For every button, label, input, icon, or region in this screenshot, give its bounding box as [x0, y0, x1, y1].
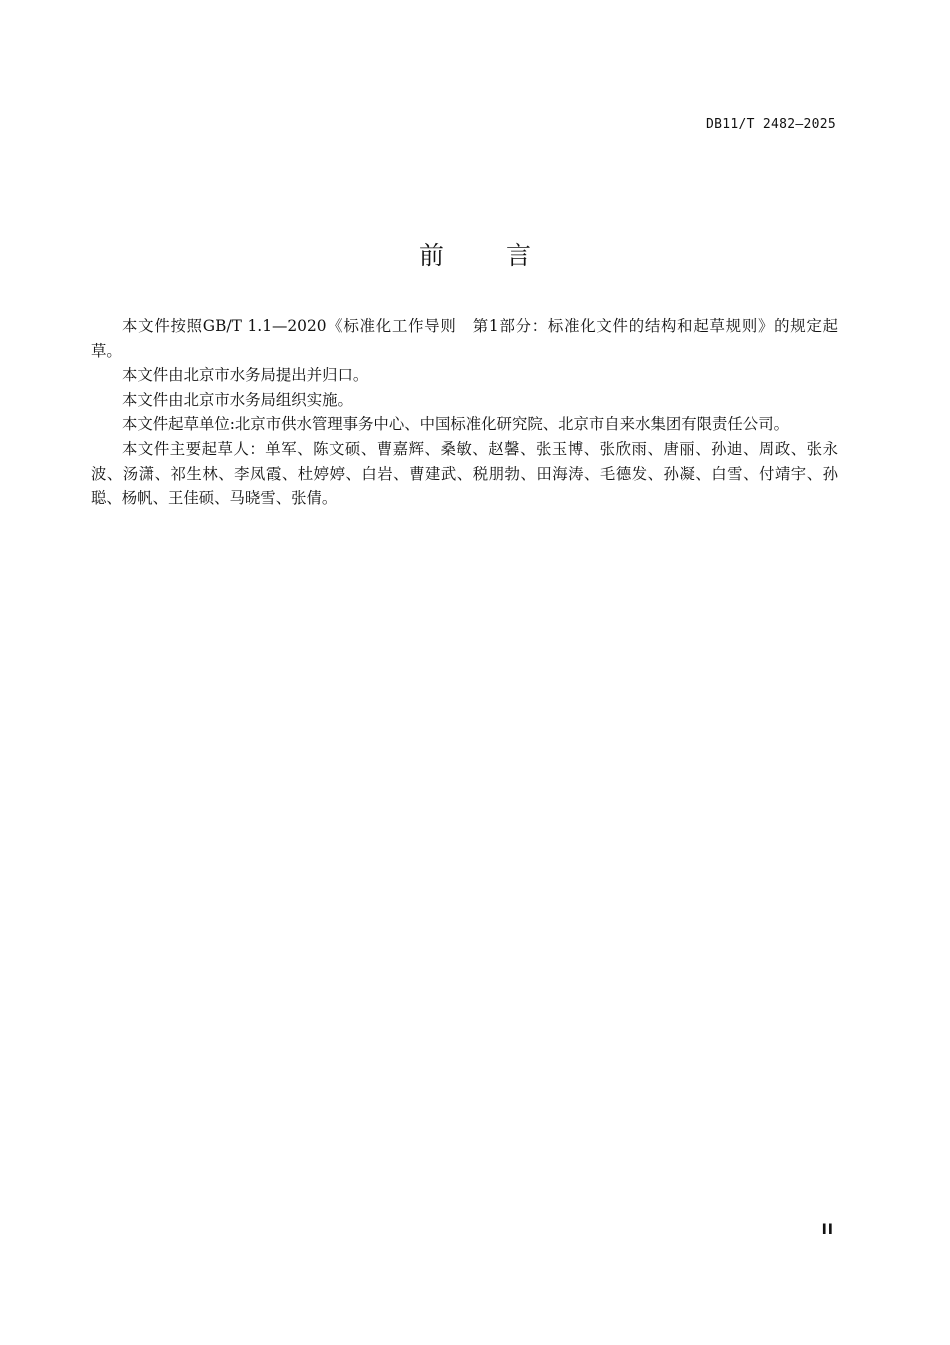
paragraph-drafters: 本文件主要起草人：单军、陈文硕、曹嘉辉、桑敏、赵馨、张玉博、张欣雨、唐丽、孙迪、周政、张永波、汤潇、祁生林、李凤霞、杜婷婷、白岩、曹建武、税朋勃、田海涛、毛德发、孙凝、白雪、付靖宇、孙聪、杨帆、王佳硕、马晓雪、张倩。 [91, 439, 838, 508]
preface-body [91, 314, 838, 511]
title-char-1: 前 [418, 241, 444, 270]
document-code: DB11/T 2482—2025 [705, 117, 836, 132]
paragraph-implemented-by: 本文件由北京市水务局组织实施。 [122, 390, 353, 409]
paragraph-drafting-rules: 本文件按照GB/T 1.1—2020《标准化工作导则 第1部分：标准化文件的结构和起草规则》的规定起草。 [91, 317, 838, 360]
paragraph-drafting-units: 本文件起草单位:北京市供水管理事务中心、中国标准化研究院、北京市自来水集团有限责任公司。 [122, 415, 789, 434]
paragraph-proposed-by: 本文件由北京市水务局提出并归口。 [122, 366, 369, 385]
title-char-2: 言 [506, 241, 532, 270]
page-number: II [821, 1222, 834, 1238]
page-title [0, 236, 950, 272]
